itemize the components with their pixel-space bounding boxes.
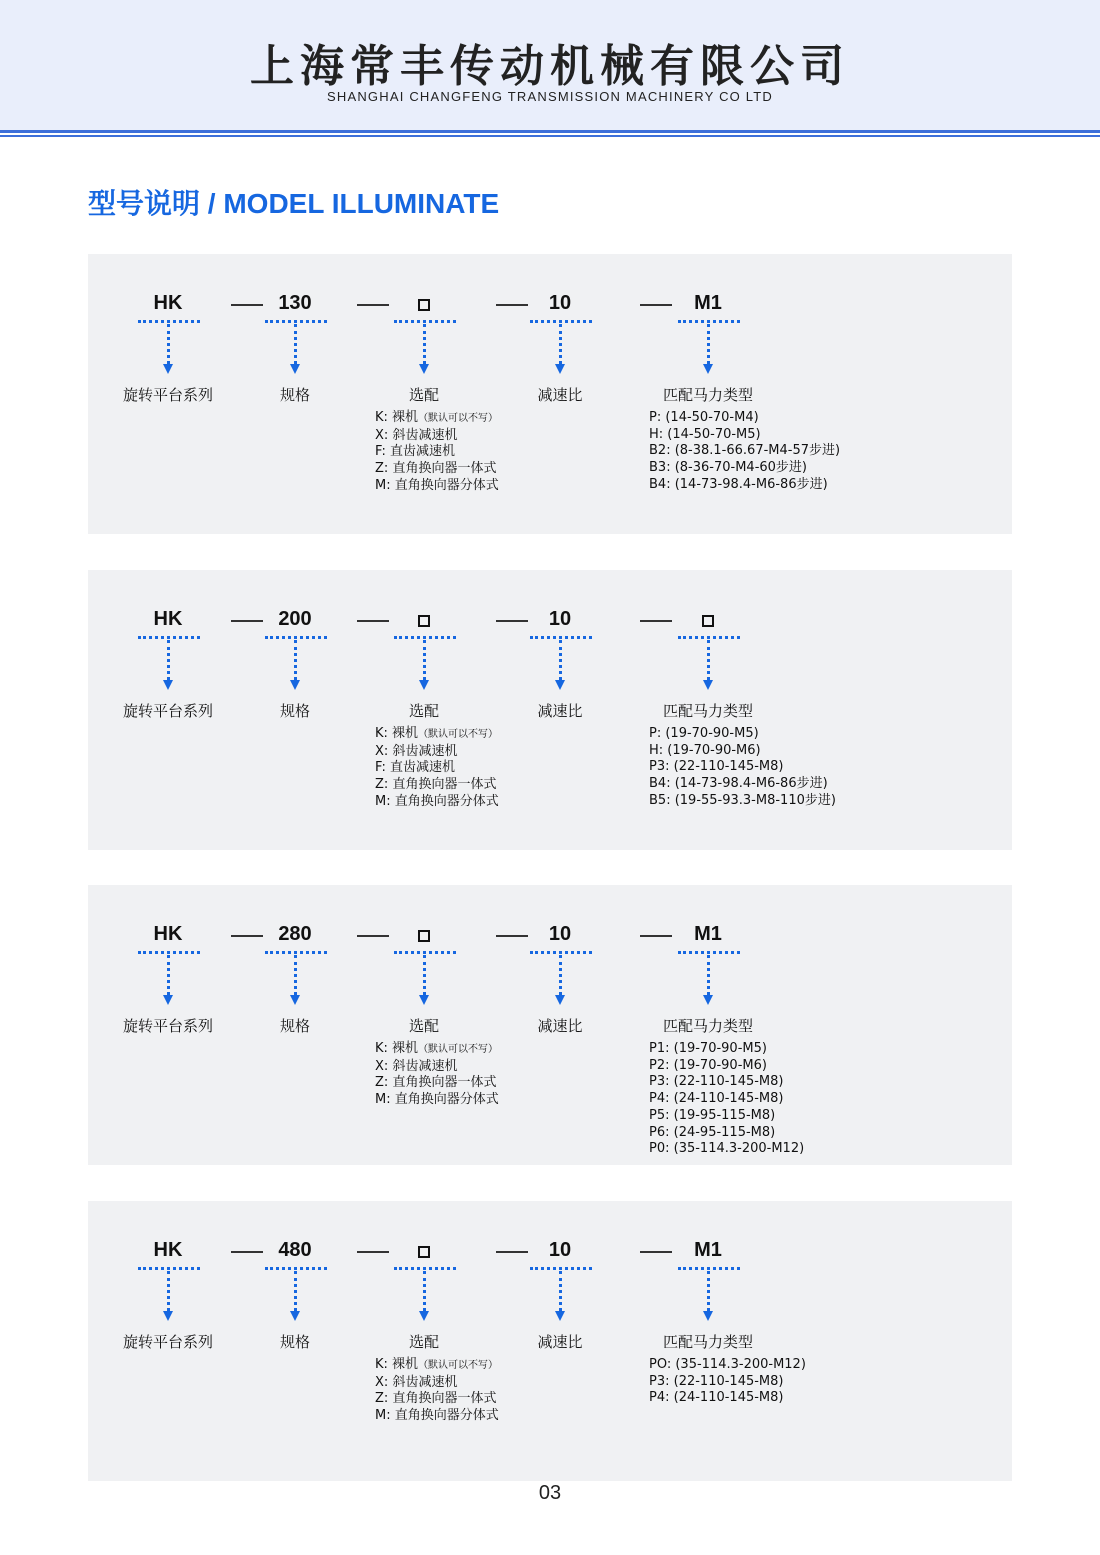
label-option: 选配 xyxy=(408,702,439,720)
page-number: 03 xyxy=(538,1482,562,1504)
code-ratio: 10 xyxy=(548,923,572,945)
option-key: X: xyxy=(375,1058,389,1074)
dotted-connector xyxy=(423,1271,426,1311)
option-key: K: xyxy=(375,726,388,741)
option-text: 斜齿减速机 xyxy=(392,743,458,759)
dotted-connector xyxy=(294,640,297,680)
option-text: 裸机 xyxy=(392,1041,419,1056)
option-key: M: xyxy=(375,1408,391,1424)
motor-type-list xyxy=(649,1041,804,1158)
dotted-connector xyxy=(559,324,562,364)
dotted-connector xyxy=(294,1271,297,1311)
code-series: HK xyxy=(153,923,183,945)
header-divider xyxy=(0,130,1100,133)
option-item xyxy=(375,1391,499,1408)
separator-dash xyxy=(640,620,672,622)
motor-type-item: P0: (35-114.3-200-M12) xyxy=(649,1141,805,1157)
option-item xyxy=(375,1357,499,1375)
motor-type-item: P: (14-50-70-M4) xyxy=(649,410,759,425)
placeholder-box-icon xyxy=(418,299,430,311)
option-key: Z: xyxy=(375,461,389,477)
motor-type-item: P6: (24-95-115-M8) xyxy=(649,1124,776,1140)
option-list xyxy=(375,410,499,495)
option-list xyxy=(375,1041,499,1109)
option-text: 直角换向器分体式 xyxy=(394,793,499,809)
arrow-down-icon xyxy=(555,364,565,374)
arrow-down-icon xyxy=(703,1311,713,1321)
option-item xyxy=(375,1041,499,1059)
arrow-down-icon xyxy=(703,364,713,374)
model-panel xyxy=(88,570,1012,850)
arrow-down-icon xyxy=(290,364,300,374)
header-divider xyxy=(0,135,1100,137)
option-list xyxy=(375,1357,499,1425)
dotted-connector xyxy=(167,955,170,995)
option-item xyxy=(375,794,499,811)
label-ratio: 减速比 xyxy=(537,1333,583,1351)
option-key: F: xyxy=(375,444,386,460)
dotted-connector xyxy=(167,1271,170,1311)
dotted-connector xyxy=(707,955,710,995)
code-ratio: 10 xyxy=(548,1239,572,1261)
label-option: 选配 xyxy=(408,386,439,404)
arrow-down-icon xyxy=(163,680,173,690)
arrow-down-icon xyxy=(290,995,300,1005)
dotted-connector xyxy=(423,640,426,680)
option-key: M: xyxy=(375,477,391,493)
option-key: K: xyxy=(375,1041,388,1056)
option-text: 直角换向器分体式 xyxy=(394,477,499,493)
dotted-connector xyxy=(707,640,710,680)
dotted-connector xyxy=(167,640,170,680)
option-key: K: xyxy=(375,1357,388,1372)
dotted-underline xyxy=(265,636,327,639)
dotted-underline xyxy=(265,951,327,954)
separator-dash xyxy=(357,620,389,622)
arrow-down-icon xyxy=(703,995,713,1005)
arrow-down-icon xyxy=(163,1311,173,1321)
option-list xyxy=(375,726,499,811)
code-series: HK xyxy=(153,608,183,630)
arrow-down-icon xyxy=(555,995,565,1005)
arrow-down-icon xyxy=(419,1311,429,1321)
placeholder-box-icon xyxy=(418,930,430,942)
option-text: 直角换向器一体式 xyxy=(392,1075,497,1091)
option-item xyxy=(375,1375,499,1392)
placeholder-box-icon xyxy=(418,615,430,627)
option-key: F: xyxy=(375,760,386,776)
option-text: 裸机 xyxy=(392,1357,419,1372)
label-ratio: 减速比 xyxy=(537,1017,583,1035)
dotted-connector xyxy=(423,324,426,364)
separator-dash xyxy=(357,304,389,306)
option-text: 直角换向器分体式 xyxy=(394,1092,499,1108)
dotted-underline xyxy=(394,1267,456,1270)
option-text: 直角换向器一体式 xyxy=(392,461,497,477)
arrow-down-icon xyxy=(419,364,429,374)
motor-type-item: H: (14-50-70-M5) xyxy=(649,426,761,442)
code-spec: 200 xyxy=(278,608,312,630)
dotted-underline xyxy=(138,320,200,323)
motor-type-item: B4: (14-73-98.4-M6-86步进) xyxy=(649,476,828,492)
code-series: HK xyxy=(153,292,183,314)
separator-dash xyxy=(640,1251,672,1253)
option-item xyxy=(375,777,499,794)
dotted-underline xyxy=(265,320,327,323)
motor-type-item: PO: (35-114.3-200-M12) xyxy=(649,1357,806,1372)
option-item xyxy=(375,461,499,478)
code-series: HK xyxy=(153,1239,183,1261)
option-text: 裸机 xyxy=(392,410,419,425)
code-spec: 280 xyxy=(278,923,312,945)
motor-type-item: P5: (19-95-115-M8) xyxy=(649,1107,776,1123)
model-panel xyxy=(88,1201,1012,1481)
arrow-down-icon xyxy=(555,1311,565,1321)
arrow-down-icon xyxy=(290,1311,300,1321)
motor-type-item: P4: (24-110-145-M8) xyxy=(649,1091,784,1107)
option-item xyxy=(375,726,499,744)
option-text: 斜齿减速机 xyxy=(392,427,458,443)
separator-dash xyxy=(357,1251,389,1253)
label-option: 选配 xyxy=(408,1333,439,1351)
separator-dash xyxy=(496,304,528,306)
section-title: 型号说明 / MODEL ILLUMINATE xyxy=(88,188,500,219)
dotted-underline xyxy=(138,636,200,639)
dotted-underline xyxy=(678,320,740,323)
option-item xyxy=(375,760,499,777)
option-text: 直角换向器一体式 xyxy=(392,777,497,793)
separator-dash xyxy=(496,620,528,622)
dotted-underline xyxy=(394,636,456,639)
separator-dash xyxy=(640,935,672,937)
dotted-underline xyxy=(530,320,592,323)
placeholder-box-icon xyxy=(418,1246,430,1258)
motor-type-item: P3: (22-110-145-M8) xyxy=(649,759,784,775)
dotted-underline xyxy=(530,636,592,639)
label-spec: 规格 xyxy=(279,702,310,720)
motor-type-item: H: (19-70-90-M6) xyxy=(649,742,761,758)
code-motor: M1 xyxy=(694,292,722,314)
motor-type-item: P2: (19-70-90-M6) xyxy=(649,1057,767,1073)
dotted-underline xyxy=(530,951,592,954)
option-item xyxy=(375,478,499,495)
separator-dash xyxy=(231,304,263,306)
dotted-underline xyxy=(678,951,740,954)
arrow-down-icon xyxy=(555,680,565,690)
option-key: X: xyxy=(375,427,389,443)
option-item xyxy=(375,410,499,428)
dotted-underline xyxy=(678,636,740,639)
dotted-underline xyxy=(138,951,200,954)
label-ratio: 减速比 xyxy=(537,386,583,404)
motor-type-item: P: (19-70-90-M5) xyxy=(649,726,759,741)
dotted-connector xyxy=(559,955,562,995)
option-item xyxy=(375,1075,499,1092)
arrow-down-icon xyxy=(163,995,173,1005)
dotted-underline xyxy=(530,1267,592,1270)
option-key: M: xyxy=(375,793,391,809)
option-note: （默认可以不写） xyxy=(418,1360,499,1371)
label-motor: 匹配马力类型 xyxy=(662,1017,753,1035)
option-key: Z: xyxy=(375,777,389,793)
separator-dash xyxy=(496,1251,528,1253)
dotted-connector xyxy=(707,1271,710,1311)
label-motor: 匹配马力类型 xyxy=(662,1333,753,1351)
dotted-underline xyxy=(394,951,456,954)
code-ratio: 10 xyxy=(548,608,572,630)
option-key: Z: xyxy=(375,1075,389,1091)
option-item xyxy=(375,1408,499,1425)
option-note: （默认可以不写） xyxy=(418,413,499,424)
option-key: M: xyxy=(375,1092,391,1108)
label-spec: 规格 xyxy=(279,386,310,404)
separator-dash xyxy=(640,304,672,306)
option-text: 裸机 xyxy=(392,726,419,741)
dotted-connector xyxy=(707,324,710,364)
option-text: 斜齿减速机 xyxy=(392,1058,458,1074)
label-ratio: 减速比 xyxy=(537,702,583,720)
motor-type-item: B2: (8-38.1-66.67-M4-57步进) xyxy=(649,443,841,459)
motor-type-item: P3: (22-110-145-M8) xyxy=(649,1074,784,1090)
motor-type-item: B5: (19-55-93.3-M8-110步进) xyxy=(649,792,836,808)
motor-type-item: P3: (22-110-145-M8) xyxy=(649,1373,784,1389)
dotted-underline xyxy=(138,1267,200,1270)
option-text: 直齿减速机 xyxy=(390,760,456,776)
separator-dash xyxy=(496,935,528,937)
option-key: X: xyxy=(375,743,389,759)
motor-type-list xyxy=(649,410,840,494)
arrow-down-icon xyxy=(290,680,300,690)
option-item xyxy=(375,444,499,461)
company-name-en: SHANGHAI CHANGFENG TRANSMISSION MACHINERY CO LTD xyxy=(327,89,773,104)
motor-type-item: B3: (8-36-70-M4-60步进) xyxy=(649,460,807,476)
motor-type-item: P1: (19-70-90-M5) xyxy=(649,1041,767,1056)
label-series: 旋转平台系列 xyxy=(122,386,213,404)
option-key: X: xyxy=(375,1374,389,1390)
separator-dash xyxy=(231,1251,263,1253)
dotted-connector xyxy=(294,324,297,364)
motor-type-list xyxy=(649,726,836,810)
option-item xyxy=(375,1059,499,1076)
option-text: 斜齿减速机 xyxy=(392,1374,458,1390)
code-motor: M1 xyxy=(694,923,722,945)
dotted-connector xyxy=(167,324,170,364)
option-key: Z: xyxy=(375,1391,389,1407)
motor-type-item: P4: (24-110-145-M8) xyxy=(649,1390,784,1406)
label-series: 旋转平台系列 xyxy=(122,702,213,720)
arrow-down-icon xyxy=(703,680,713,690)
code-motor: M1 xyxy=(694,1239,722,1261)
dotted-underline xyxy=(265,1267,327,1270)
separator-dash xyxy=(231,620,263,622)
label-spec: 规格 xyxy=(279,1333,310,1351)
code-ratio: 10 xyxy=(548,292,572,314)
option-text: 直齿减速机 xyxy=(390,444,456,460)
option-note: （默认可以不写） xyxy=(418,729,499,740)
option-text: 直角换向器一体式 xyxy=(392,1391,497,1407)
label-motor: 匹配马力类型 xyxy=(662,702,753,720)
option-text: 直角换向器分体式 xyxy=(394,1408,499,1424)
label-spec: 规格 xyxy=(279,1017,310,1035)
dotted-connector xyxy=(559,1271,562,1311)
label-series: 旋转平台系列 xyxy=(122,1017,213,1035)
model-panel xyxy=(88,254,1012,534)
code-spec: 480 xyxy=(278,1239,312,1261)
option-item xyxy=(375,744,499,761)
separator-dash xyxy=(357,935,389,937)
dotted-underline xyxy=(678,1267,740,1270)
option-item xyxy=(375,1092,499,1109)
model-panel xyxy=(88,885,1012,1165)
option-note: （默认可以不写） xyxy=(418,1044,499,1055)
separator-dash xyxy=(231,935,263,937)
arrow-down-icon xyxy=(163,364,173,374)
placeholder-box-icon xyxy=(702,615,714,627)
dotted-connector xyxy=(423,955,426,995)
dotted-connector xyxy=(294,955,297,995)
option-item xyxy=(375,428,499,445)
dotted-underline xyxy=(394,320,456,323)
label-series: 旋转平台系列 xyxy=(122,1333,213,1351)
motor-type-item: B4: (14-73-98.4-M6-86步进) xyxy=(649,776,828,792)
arrow-down-icon xyxy=(419,680,429,690)
company-name-cn: 上海常丰传动机械有限公司 xyxy=(250,41,850,92)
label-option: 选配 xyxy=(408,1017,439,1035)
motor-type-list xyxy=(649,1357,806,1407)
code-spec: 130 xyxy=(278,292,312,314)
option-key: K: xyxy=(375,410,388,425)
arrow-down-icon xyxy=(419,995,429,1005)
label-motor: 匹配马力类型 xyxy=(662,386,753,404)
dotted-connector xyxy=(559,640,562,680)
